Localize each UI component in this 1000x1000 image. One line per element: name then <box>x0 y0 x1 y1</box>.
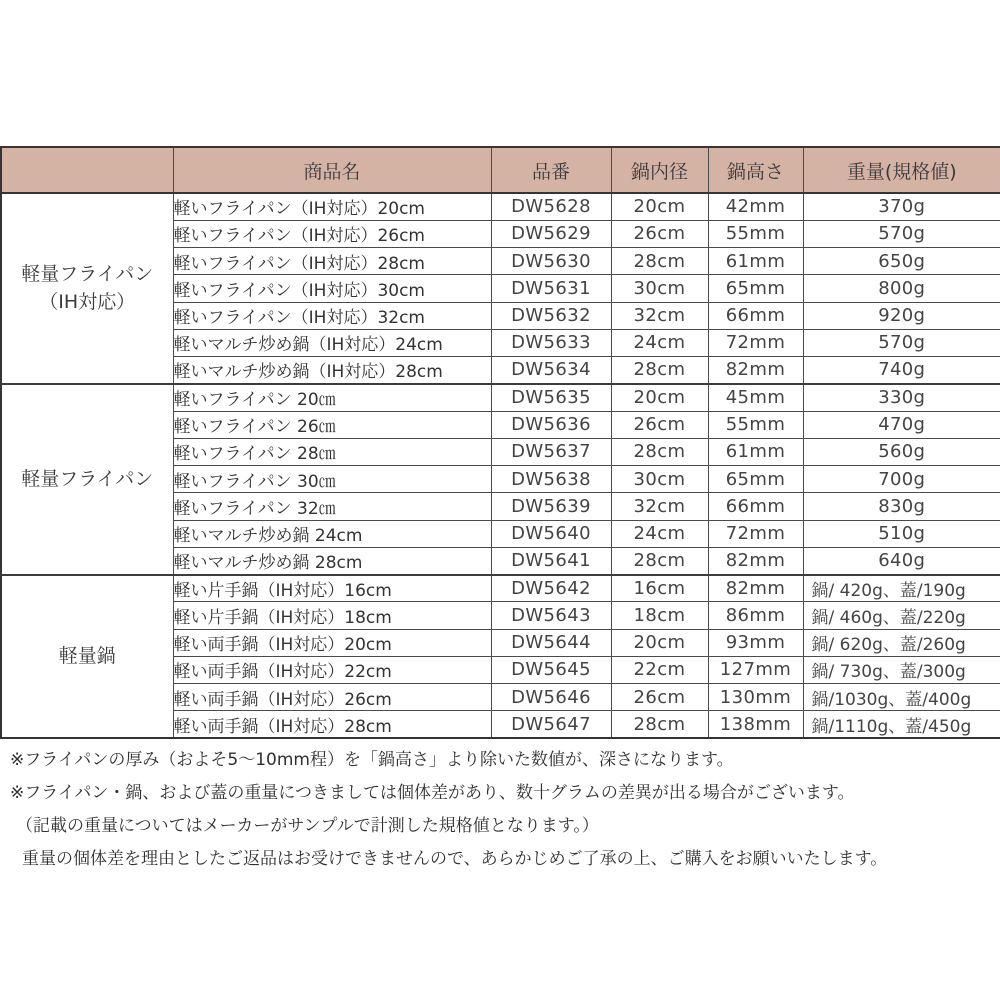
footnote-standard-value-note: （記載の重量についてはメーカーがサンプルで計測した規格値となります。） <box>16 816 599 836</box>
part-number-cell: DW5635 <box>491 384 611 411</box>
product-name-cell: 軽いマルチ炒め鍋 24cm <box>173 520 491 547</box>
inner-diameter-cell: 26cm <box>611 411 708 438</box>
footnote-depth-note: ※フライパンの厚み（およそ5～10mm程）を「鍋高さ」より除いた数値が、深さになります。 <box>10 750 734 770</box>
product-name-cell: 軽い両手鍋（IH対応）28cm <box>173 711 491 738</box>
inner-diameter-cell: 26cm <box>611 220 708 247</box>
product-name-cell: 軽いフライパン（IH対応）30cm <box>173 275 491 302</box>
part-number-cell: DW5638 <box>491 466 611 493</box>
header-pot-height: 鍋高さ <box>708 147 803 193</box>
group-label-pot <box>1 575 173 739</box>
footnote-weight-variance-note: ※フライパン・鍋、および蓋の重量につきましては個体差があり、数十グラムの差異が出る場合がございます。 <box>10 783 855 803</box>
pot-height-cell: 82mm <box>708 357 803 384</box>
pot-height-cell: 45mm <box>708 384 803 411</box>
part-number-cell: DW5637 <box>491 438 611 465</box>
pot-height-cell: 55mm <box>708 411 803 438</box>
part-number-cell: DW5633 <box>491 329 611 356</box>
product-name-cell: 軽いフライパン 20㎝ <box>173 384 491 411</box>
product-name-cell: 軽い片手鍋（IH対応）16cm <box>173 575 491 602</box>
pot-height-cell: 66mm <box>708 493 803 520</box>
pot-height-cell: 42mm <box>708 193 803 220</box>
table-row <box>1 384 1000 411</box>
pot-height-cell: 65mm <box>708 275 803 302</box>
weight-cell: 鍋/ 420g、蓋/190g <box>803 575 1000 602</box>
weight-cell: 330g <box>803 384 1000 411</box>
inner-diameter-cell: 30cm <box>611 466 708 493</box>
weight-cell: 510g <box>803 520 1000 547</box>
pot-height-cell: 61mm <box>708 438 803 465</box>
pot-height-cell: 65mm <box>708 466 803 493</box>
part-number-cell: DW5639 <box>491 493 611 520</box>
product-name-cell: 軽いフライパン（IH対応）32cm <box>173 302 491 329</box>
pot-height-cell: 82mm <box>708 547 803 574</box>
product-name-cell: 軽いマルチ炒め鍋 28cm <box>173 547 491 574</box>
pot-height-cell: 55mm <box>708 220 803 247</box>
product-name-cell: 軽いフライパン（IH対応）28cm <box>173 248 491 275</box>
inner-diameter-cell: 28cm <box>611 547 708 574</box>
inner-diameter-cell: 24cm <box>611 520 708 547</box>
table-row <box>1 193 1000 220</box>
part-number-cell: DW5632 <box>491 302 611 329</box>
pot-height-cell: 86mm <box>708 602 803 629</box>
group-label-line2: （IH対応） <box>39 291 136 314</box>
pot-height-cell: 93mm <box>708 629 803 656</box>
footnotes <box>10 744 990 876</box>
weight-cell: 830g <box>803 493 1000 520</box>
part-number-cell: DW5641 <box>491 547 611 574</box>
group-label-frypan <box>1 384 173 575</box>
weight-cell: 鍋/ 620g、蓋/260g <box>803 629 1000 656</box>
inner-diameter-cell: 24cm <box>611 329 708 356</box>
weight-cell: 570g <box>803 329 1000 356</box>
inner-diameter-cell: 22cm <box>611 656 708 683</box>
weight-cell: 920g <box>803 302 1000 329</box>
pot-height-cell: 61mm <box>708 248 803 275</box>
inner-diameter-cell: 18cm <box>611 602 708 629</box>
weight-cell: 800g <box>803 275 1000 302</box>
pot-height-cell: 72mm <box>708 520 803 547</box>
weight-cell: 370g <box>803 193 1000 220</box>
part-number-cell: DW5642 <box>491 575 611 602</box>
weight-cell: 鍋/1110g、蓋/450g <box>803 711 1000 738</box>
header-part-number: 品番 <box>491 147 611 193</box>
table-body <box>1 193 1000 738</box>
product-name-cell: 軽い片手鍋（IH対応）18cm <box>173 602 491 629</box>
pot-height-cell: 138mm <box>708 711 803 738</box>
pot-height-cell: 82mm <box>708 575 803 602</box>
part-number-cell: DW5629 <box>491 220 611 247</box>
part-number-cell: DW5636 <box>491 411 611 438</box>
part-number-cell: DW5640 <box>491 520 611 547</box>
pot-height-cell: 72mm <box>708 329 803 356</box>
group-label-line1: 軽量フライパン <box>21 263 154 286</box>
inner-diameter-cell: 28cm <box>611 248 708 275</box>
pot-height-cell: 130mm <box>708 684 803 711</box>
pot-height-cell: 127mm <box>708 656 803 683</box>
weight-cell: 鍋/ 730g、蓋/300g <box>803 656 1000 683</box>
part-number-cell: DW5643 <box>491 602 611 629</box>
inner-diameter-cell: 20cm <box>611 193 708 220</box>
weight-cell: 570g <box>803 220 1000 247</box>
inner-diameter-cell: 16cm <box>611 575 708 602</box>
product-name-cell: 軽いフライパン 28㎝ <box>173 438 491 465</box>
inner-diameter-cell: 32cm <box>611 302 708 329</box>
weight-cell: 鍋/1030g、蓋/400g <box>803 684 1000 711</box>
weight-cell: 740g <box>803 357 1000 384</box>
product-name-cell: 軽いフライパン 30㎝ <box>173 466 491 493</box>
part-number-cell: DW5644 <box>491 629 611 656</box>
inner-diameter-cell: 26cm <box>611 684 708 711</box>
part-number-cell: DW5631 <box>491 275 611 302</box>
header-row <box>1 147 1000 193</box>
part-number-cell: DW5647 <box>491 711 611 738</box>
inner-diameter-cell: 20cm <box>611 384 708 411</box>
part-number-cell: DW5630 <box>491 248 611 275</box>
product-name-cell: 軽いフライパン 32㎝ <box>173 493 491 520</box>
header-weight: 重量(規格値) <box>803 147 1000 193</box>
header-group-cell <box>1 147 173 193</box>
weight-cell: 640g <box>803 547 1000 574</box>
inner-diameter-cell: 28cm <box>611 438 708 465</box>
inner-diameter-cell: 30cm <box>611 275 708 302</box>
product-name-cell: 軽いマルチ炒め鍋（IH対応）28cm <box>173 357 491 384</box>
header-product-name: 商品名 <box>173 147 491 193</box>
weight-cell: 鍋/ 460g、蓋/220g <box>803 602 1000 629</box>
weight-cell: 650g <box>803 248 1000 275</box>
weight-cell: 700g <box>803 466 1000 493</box>
header-inner-diameter: 鍋内径 <box>611 147 708 193</box>
product-name-cell: 軽いフライパン（IH対応）26cm <box>173 220 491 247</box>
group-label-ih-frypan <box>1 193 173 384</box>
part-number-cell: DW5628 <box>491 193 611 220</box>
product-name-cell: 軽いフライパン（IH対応）20cm <box>173 193 491 220</box>
product-name-cell: 軽い両手鍋（IH対応）22cm <box>173 656 491 683</box>
product-spec-table <box>0 146 1000 739</box>
table-header <box>1 147 1000 193</box>
table-row <box>1 575 1000 602</box>
inner-diameter-cell: 28cm <box>611 711 708 738</box>
product-name-cell: 軽い両手鍋（IH対応）20cm <box>173 629 491 656</box>
group-label-line1: 軽量鍋 <box>58 645 116 668</box>
pot-height-cell: 66mm <box>708 302 803 329</box>
weight-cell: 560g <box>803 438 1000 465</box>
part-number-cell: DW5646 <box>491 684 611 711</box>
inner-diameter-cell: 32cm <box>611 493 708 520</box>
product-name-cell: 軽いフライパン 26㎝ <box>173 411 491 438</box>
product-name-cell: 軽いマルチ炒め鍋（IH対応）24cm <box>173 329 491 356</box>
product-name-cell: 軽い両手鍋（IH対応）26cm <box>173 684 491 711</box>
group-label-line1: 軽量フライパン <box>21 468 154 491</box>
part-number-cell: DW5645 <box>491 656 611 683</box>
part-number-cell: DW5634 <box>491 357 611 384</box>
inner-diameter-cell: 28cm <box>611 357 708 384</box>
footnote-return-policy-note: 重量の個体差を理由としたご返品はお受けできませんので、あらかじめご了承の上、ご購入をお願いいたします。 <box>22 849 888 869</box>
weight-cell: 470g <box>803 411 1000 438</box>
inner-diameter-cell: 20cm <box>611 629 708 656</box>
